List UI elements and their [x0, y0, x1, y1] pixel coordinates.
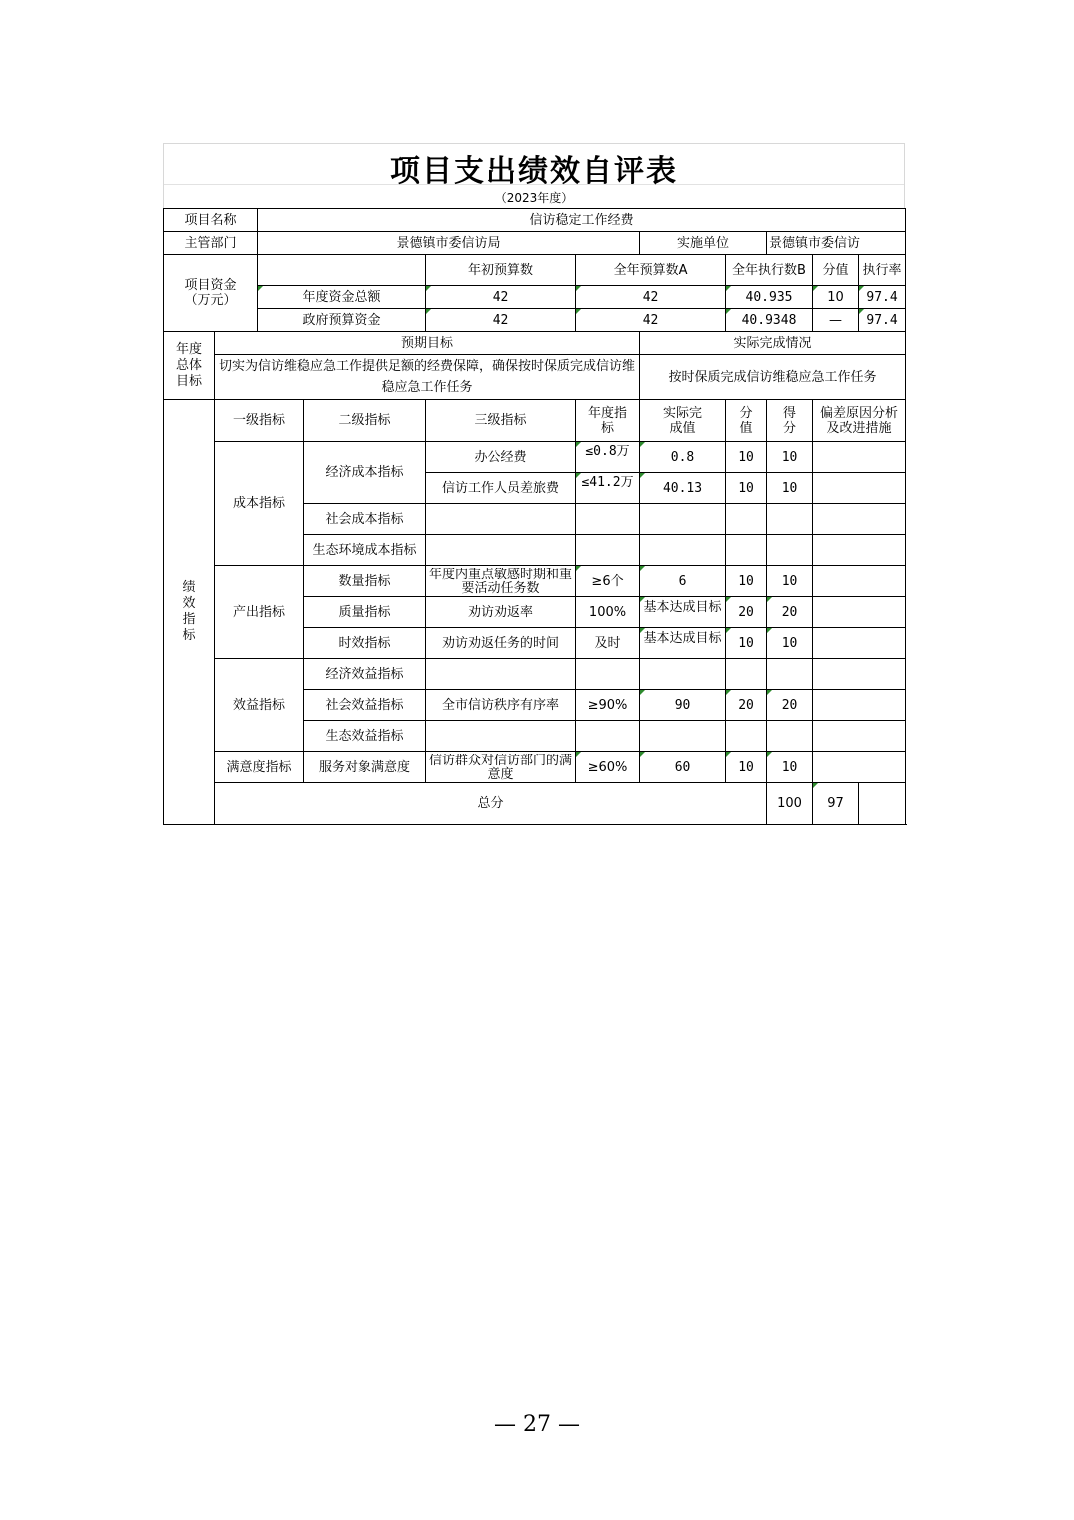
goals-label: 年度总体目标: [164, 332, 215, 400]
header-target: 年度指标: [576, 400, 640, 442]
level2-service-satisfaction: 服务对象满意度: [304, 752, 426, 783]
project-name-row: [164, 209, 906, 232]
impl-value: 景德镇市委信访: [767, 232, 906, 255]
level3-cell: 办公经费: [426, 442, 576, 473]
funds-annual: 42: [576, 309, 726, 332]
level2-social-benefit: 社会效益指标: [304, 690, 426, 721]
level2-eco-env-cost: 生态环境成本指标: [304, 535, 426, 566]
funds-initial: 42: [426, 286, 576, 309]
form-title: 项目支出绩效自评表: [390, 154, 678, 189]
funds-annual: 42: [576, 286, 726, 309]
note-cell: [813, 628, 906, 659]
level1-benefit: 效益指标: [215, 659, 304, 752]
goals-header-row: [164, 332, 906, 355]
actual-cell: [640, 504, 726, 535]
funds-rate: 97.4: [859, 286, 906, 309]
funds-header-blank: [258, 255, 426, 286]
actual-cell: 6: [640, 566, 726, 597]
funds-header-annual: 全年预算数A: [576, 255, 726, 286]
value-cell: 10: [726, 566, 767, 597]
funds-header-rate: 执行率: [859, 255, 906, 286]
value-cell: 20: [726, 690, 767, 721]
indicator-row: [164, 566, 906, 597]
value-cell: [726, 659, 767, 690]
level2-economic-cost: 经济成本指标: [304, 442, 426, 504]
indicator-row: [164, 752, 906, 783]
funds-rate: 97.4: [859, 309, 906, 332]
level3-cell: 信访工作人员差旅费: [426, 473, 576, 504]
header-actual: 实际完成值: [640, 400, 726, 442]
funds-executed: 40.935: [726, 286, 813, 309]
level2-social-cost: 社会成本指标: [304, 504, 426, 535]
value-cell: 20: [726, 597, 767, 628]
score-cell: [767, 504, 813, 535]
value-cell: 10: [726, 473, 767, 504]
level2-eco-benefit: 生态效益指标: [304, 721, 426, 752]
page-number: — 27 —: [494, 1412, 580, 1437]
note-cell: [813, 473, 906, 504]
note-cell: [813, 597, 906, 628]
evaluation-table: [163, 208, 906, 825]
score-cell: 10: [767, 473, 813, 504]
goals-content-row: [164, 355, 906, 400]
funds-initial: 42: [426, 309, 576, 332]
total-row: [164, 783, 906, 825]
goals-expected-header: 预期目标: [215, 332, 640, 355]
level2-economic-benefit: 经济效益指标: [304, 659, 426, 690]
funds-header-initial: 年初预算数: [426, 255, 576, 286]
level3-cell: [426, 504, 576, 535]
header-score: 得分: [767, 400, 813, 442]
level1-satisfaction: 满意度指标: [215, 752, 304, 783]
target-cell: [576, 535, 640, 566]
level2-quantity: 数量指标: [304, 566, 426, 597]
note-cell: [813, 752, 906, 783]
goals-expected-text: 切实为信访维稳应急工作提供足额的经费保障，确保按时保质完成信访维稳应急工作任务: [215, 355, 640, 400]
note-cell: [813, 504, 906, 535]
level1-output: 产出指标: [215, 566, 304, 659]
funds-row-label: 政府预算资金: [258, 309, 426, 332]
note-cell: [813, 566, 906, 597]
level3-cell: 全市信访秩序有序率: [426, 690, 576, 721]
indicator-header-row: [164, 400, 906, 442]
actual-cell: 40.13: [640, 473, 726, 504]
score-cell: [767, 535, 813, 566]
funds-score-value: 10: [813, 286, 859, 309]
funds-row-gov: [164, 309, 906, 332]
dept-label: 主管部门: [164, 232, 258, 255]
actual-cell: 基本达成目标: [640, 597, 726, 628]
funds-row-total: [164, 286, 906, 309]
project-name-value: 信访稳定工作经费: [258, 209, 906, 232]
target-cell: 100%: [576, 597, 640, 628]
funds-header-executed: 全年执行数B: [726, 255, 813, 286]
header-level2: 二级指标: [304, 400, 426, 442]
target-cell: ≥60%: [576, 752, 640, 783]
note-cell: [813, 690, 906, 721]
target-cell: ≤41.2万: [576, 473, 640, 504]
score-cell: 10: [767, 442, 813, 473]
indicator-row: [164, 659, 906, 690]
actual-cell: 基本达成目标: [640, 628, 726, 659]
value-cell: 10: [726, 628, 767, 659]
value-cell: [726, 535, 767, 566]
level3-cell: 劝访劝返率: [426, 597, 576, 628]
level3-cell: [426, 535, 576, 566]
goals-actual-text: 按时保质完成信访维稳应急工作任务: [640, 355, 906, 400]
level3-cell: 年度内重点敏感时期和重要活动任务数: [426, 566, 576, 597]
funds-row-label: 年度资金总额: [258, 286, 426, 309]
header-level3: 三级指标: [426, 400, 576, 442]
score-cell: 10: [767, 628, 813, 659]
level1-cost: 成本指标: [215, 442, 304, 566]
target-cell: ≥6个: [576, 566, 640, 597]
level3-cell: [426, 721, 576, 752]
score-cell: [767, 721, 813, 752]
target-cell: ≤0.8万: [576, 442, 640, 473]
funds-header-value: 分值: [813, 255, 859, 286]
actual-cell: 60: [640, 752, 726, 783]
level2-quality: 质量指标: [304, 597, 426, 628]
actual-cell: [640, 535, 726, 566]
dept-value: 景德镇市委信访局: [258, 232, 640, 255]
level2-timeliness: 时效指标: [304, 628, 426, 659]
value-cell: [726, 504, 767, 535]
funds-label: 项目资金 （万元）: [164, 255, 258, 332]
score-cell: 20: [767, 597, 813, 628]
actual-cell: [640, 721, 726, 752]
target-cell: 及时: [576, 628, 640, 659]
indicator-row: [164, 442, 906, 473]
total-score: 97: [813, 783, 859, 825]
header-level1: 一级指标: [215, 400, 304, 442]
target-cell: [576, 659, 640, 690]
project-name-label: 项目名称: [164, 209, 258, 232]
value-cell: 10: [726, 442, 767, 473]
form-year: （2023年度）: [494, 191, 574, 205]
level3-cell: 信访群众对信访部门的满意度: [426, 752, 576, 783]
funds-header-row: [164, 255, 906, 286]
total-note: [859, 783, 906, 825]
score-cell: 10: [767, 752, 813, 783]
impl-label: 实施单位: [640, 232, 767, 255]
indicators-side-label: 绩效指标: [164, 400, 215, 825]
actual-cell: 90: [640, 690, 726, 721]
actual-cell: [640, 659, 726, 690]
funds-executed: 40.9348: [726, 309, 813, 332]
dept-row: [164, 232, 906, 255]
total-label: 总分: [215, 783, 767, 825]
level3-cell: 劝访劝返任务的时间: [426, 628, 576, 659]
actual-cell: 0.8: [640, 442, 726, 473]
header-note: 偏差原因分析及改进措施: [813, 400, 906, 442]
header-value: 分值: [726, 400, 767, 442]
note-cell: [813, 721, 906, 752]
score-cell: 10: [767, 566, 813, 597]
target-cell: [576, 504, 640, 535]
value-cell: [726, 721, 767, 752]
target-cell: [576, 721, 640, 752]
funds-score-value: —: [813, 309, 859, 332]
score-cell: 20: [767, 690, 813, 721]
goals-actual-header: 实际完成情况: [640, 332, 906, 355]
note-cell: [813, 442, 906, 473]
note-cell: [813, 535, 906, 566]
total-value: 100: [767, 783, 813, 825]
note-cell: [813, 659, 906, 690]
target-cell: ≥90%: [576, 690, 640, 721]
level3-cell: [426, 659, 576, 690]
value-cell: 10: [726, 752, 767, 783]
score-cell: [767, 659, 813, 690]
